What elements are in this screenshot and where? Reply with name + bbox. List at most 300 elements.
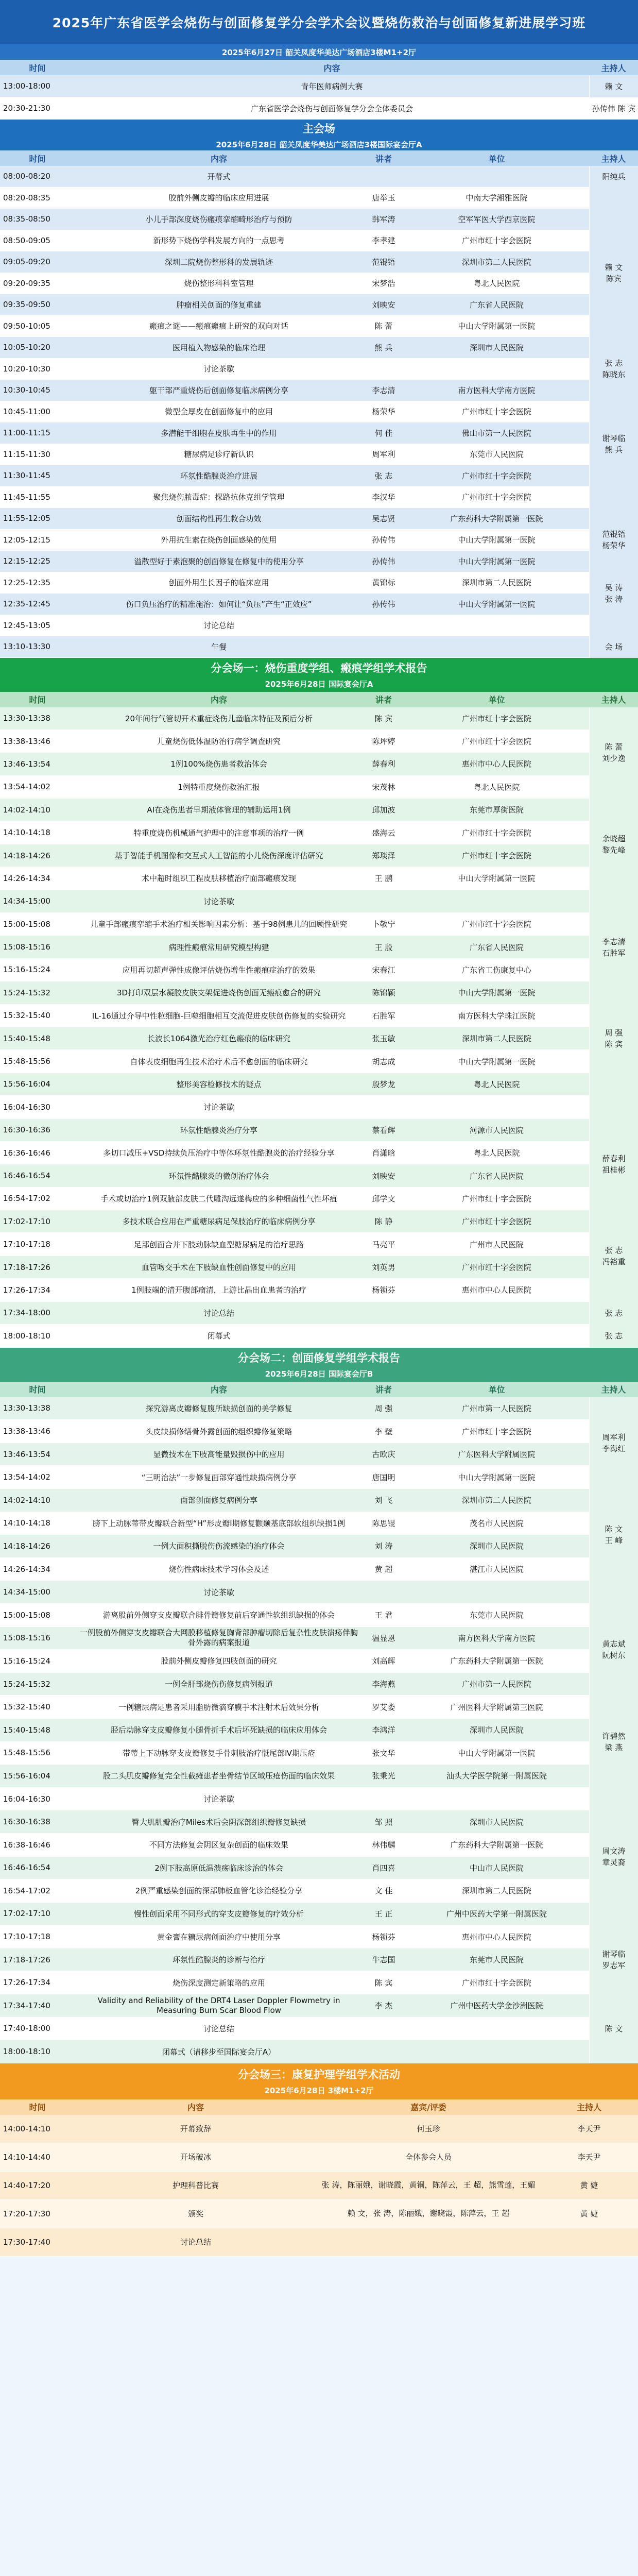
unit-cell: 广州市红十字会医院 (461, 714, 531, 723)
host-name: 黄 婕 (580, 2181, 598, 2191)
content-cell: 胶前外侧皮瓣的临床应用进展 (168, 193, 269, 203)
content-cell: AI在烧伤患者早期液体管理的辅助运用1例 (147, 805, 291, 815)
schedule-row (0, 380, 589, 401)
host-name: 李天尹 (577, 2124, 601, 2134)
banner-subtitle: 2025年6月28日 国际宴会厅A (265, 680, 373, 689)
content-cell: 3D打印双层水凝胶皮肤支架促进烧伤创面无瘢痕愈合的研究 (116, 988, 321, 998)
session-banner (0, 1348, 638, 1382)
content-cell: 开场破冰 (180, 2153, 211, 2162)
speaker-cell: 陈 宾 (374, 714, 393, 723)
time-cell: 15:40-15:48 (3, 1725, 50, 1735)
content-cell: 术中超时组织工程皮肤移植治疗面部瘢痕发现 (141, 874, 296, 884)
schedule-row (0, 1142, 589, 1164)
time-cell: 15:40-15:48 (3, 1033, 50, 1043)
host-name: 张 志 冯裕重 (589, 1210, 638, 1302)
speaker-cell: 陈坪婷 (372, 737, 395, 747)
banner-title: 分会场二：创面修复学组学术报告 (238, 1352, 400, 1365)
time-cell: 16:54-17:02 (3, 1194, 50, 1204)
schedule-row (0, 1443, 589, 1466)
schedule-row (0, 1581, 589, 1604)
schedule-row (0, 2018, 589, 2041)
content-cell: 溢散型好于素泡聚的创面修复在修复中的使用分享 (133, 556, 304, 566)
speaker-cell: 王 鹏 (374, 874, 393, 884)
schedule-row (0, 1903, 589, 1926)
host-name: 周 强 陈 宾 (589, 981, 638, 1096)
content-cell: 糖尿病足诊疗新认识 (184, 450, 254, 460)
time-cell: 15:16-15:24 (3, 965, 50, 975)
unit-cell: 湛江市人民医院 (469, 1565, 524, 1574)
host-name (589, 615, 638, 637)
schedule-row (0, 1994, 589, 2018)
unit-cell: 中山大学附属第一医院 (458, 1057, 536, 1066)
unit-cell: 广东省人民医院 (469, 942, 524, 952)
host-name: 陈 文 (589, 2018, 638, 2041)
content-cell: 讨论总结 (203, 2024, 234, 2033)
content-cell: 创面外用生长因子的临床应用 (168, 578, 269, 588)
time-cell: 13:38-13:46 (3, 1427, 50, 1436)
time-cell: 15:24-15:32 (3, 988, 50, 997)
header-cell: 时间 (29, 695, 46, 705)
time-cell: 15:08-15:16 (3, 1633, 50, 1643)
unit-cell: 广州医科大学附属第三医院 (450, 1702, 543, 1712)
speaker-cell: 唐国明 (372, 1472, 395, 1482)
speaker-cell: 吴志贤 (372, 514, 395, 523)
content-cell: 多潜能干细胞在皮肤再生中的作用 (161, 428, 277, 438)
unit-cell: 广东省人民医院 (469, 1171, 524, 1181)
time-cell: 08:35-08:50 (3, 214, 50, 224)
table-header (0, 2099, 638, 2115)
speaker-cell: 黄锦标 (372, 578, 395, 588)
speaker-cell: 邱加波 (372, 805, 395, 815)
host-name (589, 1581, 638, 1604)
banner-subtitle: 2025年6月28日 3楼M1+2厅 (264, 2086, 374, 2096)
time-cell: 10:30-10:45 (3, 385, 50, 395)
content-cell: IL-16通过介导中性粒细胞-巨噬细胞相互交流促进皮肤创伤修复的实验研究 (92, 1011, 346, 1021)
time-cell: 13:00-18:00 (3, 81, 50, 91)
unit-cell (404, 1325, 589, 1347)
table-header (0, 150, 638, 166)
host-name: 赖 文 (589, 75, 638, 97)
unit-cell: 佛山市第一人民医院 (461, 428, 531, 438)
time-cell: 16:04-16:30 (3, 1794, 50, 1804)
banner-subtitle: 2025年6月28日 韶关凤度华美达广场酒店3楼国际宴会厅A (216, 140, 422, 149)
speaker-cell: 李海燕 (372, 1680, 395, 1689)
content-cell: 小儿手部深度烧伤瘢痕挛缩畸形治疗与预防 (145, 214, 292, 224)
host-name: 阳纯兵 (589, 166, 638, 188)
schedule-row (0, 1834, 589, 1857)
time-cell: 16:30-16:38 (3, 1817, 50, 1827)
time-cell: 17:26-17:34 (3, 1285, 50, 1295)
time-cell: 14:40-17:20 (3, 2180, 50, 2190)
host-name: 李志清 石胜军 (589, 913, 638, 981)
unit-cell: 东莞市人民医院 (469, 1955, 524, 1965)
speaker-cell: 马亮平 (372, 1240, 395, 1249)
schedule-row (0, 1256, 589, 1279)
speaker-cell (363, 1325, 404, 1347)
unit-cell: 广州市红十字会医院 (461, 407, 531, 417)
schedule-row (0, 1673, 589, 1696)
content-cell: 膀下上动脉蒂带皮瓣联合新型“H”形皮瓣Ⅰ期修复颧颞基底部软组织缺损1例 (92, 1518, 346, 1528)
speaker-cell: 张 志 (374, 471, 393, 481)
unit-cell: 深圳市人民医院 (469, 1541, 524, 1551)
content-cell: 新形势下烧伤学科发展方向的一点思考 (153, 236, 285, 246)
unit-cell: 广东省工伤康复中心 (461, 965, 531, 975)
schedule-row (0, 2040, 589, 2063)
host-name: 会 场 (589, 636, 638, 658)
schedule-row (0, 1857, 589, 1880)
header-cell: 时间 (29, 63, 46, 73)
unit-cell: 中山大学附属第一医院 (458, 556, 536, 566)
schedule-row (0, 1925, 589, 1948)
schedule-row (0, 844, 589, 867)
schedule-row (0, 209, 589, 230)
unit-cell: 广东药科大学附属第一医院 (450, 1840, 543, 1850)
time-cell: 16:30-16:36 (3, 1125, 50, 1135)
time-cell: 15:56-16:04 (3, 1771, 50, 1781)
time-cell: 17:10-17:18 (3, 1240, 50, 1249)
schedule-row (0, 1765, 589, 1788)
host-name: 周军利 李海红 (589, 1397, 638, 1489)
unit-cell: 广州市红十字会医院 (461, 851, 531, 861)
content-cell: 多切口减压+VSD持续负压治疗中等体环氛性酷腺炎的治疗经验分享 (103, 1148, 335, 1158)
time-cell: 17:34-17:40 (3, 2001, 50, 2010)
speaker-cell: 古欧庆 (372, 1450, 395, 1460)
schedule-row (0, 1164, 589, 1187)
speaker-cell: 陈 蕾 (374, 321, 393, 331)
unit-cell: 深圳市第二人民医院 (461, 578, 531, 588)
host-name (589, 890, 638, 913)
content-cell: 闭幕式（请移步至国际宴会厅A） (162, 2047, 276, 2057)
host-name: 李天尹 (577, 2153, 601, 2162)
time-cell: 12:35-12:45 (3, 599, 50, 609)
schedule-row (0, 75, 638, 97)
speaker-cell: 卜敬宁 (372, 920, 395, 929)
unit-cell: 广州市红十字会医院 (461, 493, 531, 502)
schedule-row (0, 2172, 638, 2200)
content-cell: 讨论茶歇 (203, 364, 234, 374)
schedule-row (0, 359, 589, 380)
schedule-row (0, 1788, 589, 1811)
schedule-row (0, 799, 589, 821)
speaker-cell (363, 2018, 404, 2040)
host-column (589, 707, 638, 1348)
host-name (540, 2228, 638, 2256)
speaker-cell: 刘高辉 (372, 1656, 395, 1666)
speaker-cell: 宋春江 (372, 965, 395, 975)
unit-cell: 广州市红十字会医院 (461, 1978, 531, 1988)
time-cell: 13:10-13:30 (3, 642, 50, 652)
speaker-cell: 李 杰 (374, 2001, 393, 2011)
speaker-cell (363, 1788, 404, 1810)
schedule-body (0, 1397, 638, 2063)
schedule-row (0, 1397, 589, 1420)
schedule-row (0, 1050, 589, 1073)
schedule-row (0, 2228, 638, 2257)
speaker-cell: 刘映安 (372, 1171, 395, 1181)
time-cell: 16:36-16:46 (3, 1148, 50, 1158)
unit-cell: 中山大学附属第一医院 (458, 599, 536, 609)
content-cell: 血管吻交手术在下肢缺血性创面修复中的应用 (141, 1263, 296, 1273)
schedule-row (0, 1302, 589, 1325)
unit-cell: 中山大学附属第一医院 (458, 535, 536, 545)
schedule-row (0, 1627, 589, 1650)
speaker-cell: 石胜军 (372, 1011, 395, 1021)
host-name: 余晓超 黎先峰 (589, 799, 638, 890)
host-name (589, 1096, 638, 1118)
unit-cell (404, 359, 589, 380)
banner-title: 分会场一：烧伤重度学组、瘢痕学组学术报告 (211, 662, 427, 674)
speaker-cell: 张玉敏 (372, 1034, 395, 1044)
header-cell: 主持人 (601, 695, 626, 705)
schedule-row (0, 1210, 589, 1233)
content-cell: 2例下肢高原低温溃疡临床诊治的体会 (154, 1863, 283, 1873)
time-cell: 12:45-13:05 (3, 620, 50, 630)
host-name: 陈 文 王 峰 (589, 1489, 638, 1581)
unit-cell: 深圳市第二人民医院 (461, 257, 531, 267)
content-cell: 讨论总结 (180, 2238, 211, 2247)
unit-cell: 深圳市第二人民医院 (461, 1034, 531, 1044)
content-cell: 护理科普比赛 (172, 2181, 219, 2191)
schedule-row (0, 444, 589, 466)
guest-cell: 全体参会人员 (405, 2153, 452, 2162)
unit-cell (404, 890, 589, 912)
schedule-rows (0, 166, 589, 658)
host-name: 张 志 (589, 1325, 638, 1347)
page-title: 2025年广东省医学会烧伤与创面修复学分会学术会议暨烧伤救治与创面修复新进展学习班 (0, 0, 638, 44)
content-cell: 环氛性酷腺炎的诊断与治疗 (172, 1955, 265, 1965)
content-cell: 1例100%烧伤患者救治体会 (170, 759, 267, 769)
unit-cell: 中山大学附属第一医院 (458, 1748, 536, 1758)
session-s1 (0, 658, 638, 1348)
content-cell: 一例股前外侧穿支皮瓣联合大网膜移植修复胸背部肿瘤切除后复杂性皮肤溃疡伴胸骨外露的病案报道 (79, 1628, 358, 1648)
header-cell: 内容 (210, 1385, 227, 1395)
content-cell: 环氛性酷腺炎治疗分享 (180, 1125, 257, 1135)
unit-cell: 惠州市中心人民医院 (461, 1285, 531, 1295)
unit-cell: 茂名市人民医院 (469, 1518, 524, 1528)
content-cell: 开幕致辞 (180, 2124, 211, 2134)
host-name: 陈 蕾 刘少逸 (589, 707, 638, 799)
time-cell: 15:56-16:04 (3, 1079, 50, 1089)
schedule-row (0, 1558, 589, 1581)
unit-cell: 广州市红十字会医院 (461, 1194, 531, 1204)
schedule-body (0, 707, 638, 1348)
content-cell: 基于智能手机图像和交互式人工智能的小儿烧伤深度评估研究 (114, 851, 323, 861)
unit-cell: 中山大学附属第一医院 (458, 874, 536, 884)
content-cell: 微型全厚皮在创面修复中的应用 (164, 407, 273, 417)
header-cell: 内容 (210, 154, 227, 164)
content-cell: 股二头肌皮瓣修复完全性截瘫患者坐骨结节区域压疮伤面的临床效果 (102, 1771, 335, 1781)
content-cell: 游离股前外侧穿支皮瓣联合腓骨瓣修复前后穿通性软组织缺损的体会 (102, 1611, 335, 1620)
content-cell: 1例特重度烧伤救治汇报 (178, 782, 260, 792)
schedule-row (0, 1948, 589, 1972)
schedule-row (0, 316, 589, 337)
speaker-cell (363, 890, 404, 912)
schedule-row (0, 97, 638, 120)
content-cell: 20年间行气管切开术重症烧伤儿童临床特征及预后分析 (125, 714, 313, 723)
time-cell: 14:10-14:18 (3, 828, 50, 838)
schedule-row (0, 1073, 589, 1096)
schedule-row (0, 776, 589, 799)
content-cell: 带蒂上下动脉穿支皮瓣修复手骨刺肢治疗骶尾部Ⅳ期压疮 (123, 1748, 315, 1758)
speaker-cell: 范锟铻 (372, 257, 395, 267)
schedule-row (0, 890, 589, 913)
schedule-row (0, 1325, 589, 1347)
unit-cell: 广州市红十字会医院 (461, 1217, 531, 1227)
unit-cell: 广州市红十字会医院 (461, 1427, 531, 1436)
content-cell: 伤口负压治疗的精准施治：如何让“负压”产生“正效应” (126, 599, 312, 609)
time-cell: 15:32-15:40 (3, 1011, 50, 1021)
unit-cell: 中山大学附属第一医院 (458, 988, 536, 998)
unit-cell: 广州市红十字会医院 (461, 737, 531, 747)
time-cell: 15:48-15:56 (3, 1057, 50, 1066)
schedule-row (0, 1489, 589, 1512)
time-cell: 16:46-16:54 (3, 1863, 50, 1873)
header-cell: 主持人 (601, 63, 626, 73)
speaker-cell: 李汉华 (372, 493, 395, 502)
unit-cell: 惠州市中心人民医院 (461, 1932, 531, 1942)
unit-cell: 深圳市第二人民医院 (461, 1496, 531, 1505)
schedule-rows (0, 2115, 638, 2257)
time-cell: 11:00-11:15 (3, 428, 50, 438)
time-cell: 15:48-15:56 (3, 1748, 50, 1758)
host-name: 黄 婕 (580, 2209, 598, 2219)
content-cell: 面部创面修复病例分享 (180, 1496, 257, 1505)
content-cell: 足部创面合并下肢动脉缺血型糖尿病足的治疗思路 (133, 1240, 304, 1249)
unit-cell: 中山市人民医院 (469, 1863, 524, 1873)
content-cell: 开幕式 (207, 172, 231, 181)
unit-cell: 广东医科大学附属医院 (458, 1450, 536, 1460)
schedule-row (0, 1696, 589, 1719)
schedule-row (0, 294, 589, 316)
time-cell: 13:30-13:38 (3, 714, 50, 723)
speaker-cell: 邹 照 (374, 1817, 393, 1827)
time-cell: 14:18-14:26 (3, 1541, 50, 1551)
unit-cell: 粤北人民医院 (473, 1079, 520, 1089)
schedule-row (0, 1027, 589, 1050)
unit-cell: 南方医科大学南方医院 (458, 385, 536, 395)
unit-cell: 深圳市第二人民医院 (461, 1886, 531, 1896)
schedule-row (0, 1466, 589, 1489)
session-s3 (0, 2063, 638, 2257)
unit-cell (404, 166, 589, 187)
unit-cell: 广州市红十字会医院 (461, 1263, 531, 1273)
time-cell: 16:54-17:02 (3, 1886, 50, 1895)
time-cell: 15:00-15:08 (3, 919, 50, 929)
time-cell: 13:54-14:02 (3, 1472, 50, 1482)
schedule-row (0, 2115, 638, 2143)
content-cell: 儿童手部瘢痕挛缩手术治疗相关影响因素分析：基于98例患儿的回顾性研究 (90, 920, 348, 929)
unit-cell: 中山大学附属第一医院 (458, 321, 536, 331)
time-cell: 13:46-13:54 (3, 759, 50, 769)
speaker-cell: 牛志国 (372, 1955, 395, 1965)
speaker-cell: 张文华 (372, 1748, 395, 1758)
content-cell: 创面结构性再生救合功效 (176, 514, 262, 523)
schedule-row (0, 1233, 589, 1256)
content-cell: 一例全肝部烧伤伤修复病例报道 (164, 1680, 273, 1689)
unit-cell: 汕头大学医学院第一附属医院 (446, 1771, 547, 1781)
speaker-cell: 黄 超 (374, 1565, 393, 1574)
speaker-cell: 郑琰泽 (372, 851, 395, 861)
time-cell: 18:00-18:10 (3, 2047, 50, 2057)
content-cell: 讨论总结 (203, 1308, 234, 1318)
time-cell: 10:20-10:30 (3, 364, 50, 374)
unit-cell (404, 1096, 589, 1118)
content-cell: 烧伤整形科科室管理 (184, 279, 254, 289)
host-column (589, 1397, 638, 2063)
speaker-cell: 李 壁 (374, 1427, 393, 1436)
schedule-row (0, 1512, 589, 1535)
time-cell: 14:34-15:00 (3, 1587, 50, 1597)
time-cell: 17:02-17:10 (3, 1216, 50, 1226)
time-cell: 20:30-21:30 (3, 104, 50, 113)
schedule-row (0, 1535, 589, 1558)
speaker-cell: 王 君 (374, 1611, 393, 1620)
time-cell: 10:45-11:00 (3, 406, 50, 416)
guest-cell: 张 涛，陈丽娥，谢晓霞，黄铜，陈萍云，王 超，熊雪莲，王媚 (321, 2180, 536, 2190)
unit-cell (404, 1302, 589, 1324)
unit-cell: 中南大学湘雅医院 (465, 193, 528, 203)
speaker-cell: 杨荣华 (372, 407, 395, 417)
schedule-row (0, 465, 589, 487)
header-cell: 时间 (29, 1385, 46, 1395)
speaker-cell: 薛春利 (372, 759, 395, 769)
time-cell: 17:30-17:40 (3, 2237, 50, 2247)
guest-cell: 何玉珍 (417, 2124, 440, 2134)
speaker-cell: 邱学文 (372, 1194, 395, 1204)
content-cell: 外用抗生素在烧伤创面感染的使用 (161, 535, 277, 545)
unit-cell: 东莞市人民医院 (469, 1611, 524, 1620)
content-cell: 黄金膏在糖尿病创面治疗中使用分享 (157, 1932, 281, 1942)
schedule-row (0, 1279, 589, 1301)
unit-cell: 粤北人民医院 (473, 279, 520, 289)
content-cell: 烧伤深度测定新策略的应用 (172, 1978, 265, 1988)
unit-cell: 广东药科大学附属第一医院 (450, 514, 543, 523)
content-cell: 青年医师病例大赛 (301, 81, 363, 91)
time-cell: 14:02-14:10 (3, 1495, 50, 1505)
time-cell: 15:16-15:24 (3, 1656, 50, 1666)
schedule-row (0, 166, 589, 188)
speaker-cell: 杨锁芬 (372, 1285, 395, 1295)
schedule-row (0, 1005, 589, 1027)
unit-cell: 东莞市厚街医院 (469, 805, 524, 815)
schedule-row (0, 1742, 589, 1765)
schedule-rows (0, 707, 589, 1348)
schedule-row (0, 188, 589, 209)
time-cell: 12:15-12:25 (3, 556, 50, 566)
unit-cell: 深圳市人民医院 (469, 1817, 524, 1827)
unit-cell: 广东药科大学附属第一医院 (450, 1656, 543, 1666)
unit-cell: 南方医科大学珠江医院 (458, 1011, 536, 1021)
unit-cell (404, 1581, 589, 1603)
time-cell: 11:45-11:55 (3, 492, 50, 502)
time-cell: 15:32-15:40 (3, 1702, 50, 1712)
header-cell: 主持人 (601, 154, 626, 164)
unit-cell (404, 2018, 589, 2040)
content-cell: 多技术联合应用在严重糖尿病足保肢治疗的临床病例分享 (122, 1217, 316, 1227)
speaker-cell: 韩军涛 (372, 214, 395, 224)
speaker-cell: 温显恩 (372, 1633, 395, 1643)
table-header (0, 60, 638, 75)
unit-cell: 广州市红十字会医院 (461, 236, 531, 246)
schedule-row (0, 1650, 589, 1673)
content-cell: Validity and Reliability of the DRT4 Laser Doppler Flowmetry in Measuring Burn Scar Blood Flow (97, 1995, 340, 2015)
time-cell: 16:38-16:46 (3, 1840, 50, 1850)
time-cell: 14:10-14:18 (3, 1518, 50, 1528)
time-cell: 14:10-14:40 (3, 2152, 50, 2162)
content-cell: 自体表皮细胞再生技术治疗术后不愈创面的临床研究 (130, 1057, 308, 1066)
schedule-row (0, 230, 589, 252)
time-cell: 14:26-14:34 (3, 1564, 50, 1574)
